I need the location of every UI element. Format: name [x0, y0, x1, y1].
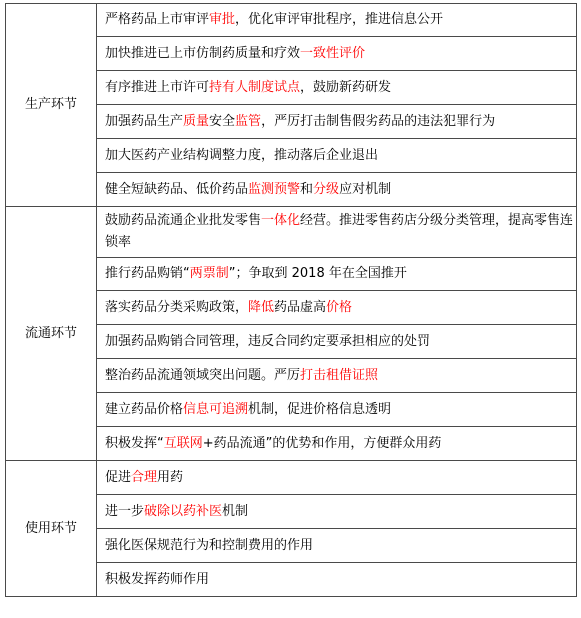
measure-cell — [97, 105, 577, 139]
highlighted-text: 互联网 — [163, 435, 203, 451]
highlighted-text: 监测预警 — [248, 181, 301, 197]
measure-text: 建立药品价格 — [105, 401, 184, 417]
measure-text: 推行药品购销“ — [105, 266, 190, 281]
measure-text: 鼓励药品流通企业批发零售 — [105, 213, 262, 228]
highlighted-text: 质量 — [183, 113, 210, 129]
highlighted-text: 价格 — [326, 299, 353, 315]
highlighted-text: 打击租借证照 — [300, 367, 379, 383]
table-row — [6, 4, 577, 37]
measure-text: ，优化审评审批程序，推进信息公开 — [235, 12, 444, 27]
measure-cell — [97, 563, 577, 597]
measure-text: 积极发挥“ — [105, 435, 164, 451]
measure-text: 有序推进上市许可 — [105, 79, 210, 95]
highlighted-text: 一体化 — [261, 213, 301, 228]
measure-text: 整治药品流通领域突出问题。严厉 — [105, 367, 301, 383]
measure-text: 积极发挥药师作用 — [105, 571, 210, 587]
measure-cell — [97, 71, 577, 105]
table-row — [6, 207, 577, 258]
highlighted-text: 审批 — [209, 12, 236, 27]
measure-cell — [97, 173, 577, 207]
measure-text: ，鼓励新药研发 — [300, 79, 392, 95]
measure-cell — [97, 393, 577, 427]
measure-text: 加快推进已上市仿制药质量和疗效 — [105, 45, 301, 61]
measure-text: 药品虚高 — [274, 299, 327, 315]
measure-text: 机制 — [222, 503, 249, 519]
measure-text: 经营。推进零售药店分级分类管理，提高零售连锁率 — [105, 213, 574, 250]
measure-text: 进一步 — [105, 503, 145, 519]
table-row — [6, 461, 577, 495]
policy-table — [5, 3, 577, 597]
measure-cell — [97, 207, 577, 258]
measure-text: ”；争取到 2018 年在全国推开 — [228, 266, 407, 281]
measure-cell — [97, 461, 577, 495]
measure-text: 健全短缺药品、低价药品 — [105, 181, 249, 197]
measure-cell — [97, 139, 577, 173]
measure-cell — [97, 258, 577, 291]
measure-cell — [97, 495, 577, 529]
measure-text: 落实药品分类采购政策， — [105, 299, 249, 315]
measure-cell — [97, 325, 577, 359]
measure-cell — [97, 4, 577, 37]
policy-table-body — [6, 4, 577, 597]
measure-text: 应对机制 — [339, 181, 392, 197]
measure-text: ，严厉打击制售假劣药品的违法犯罪行为 — [261, 113, 496, 129]
measure-cell — [97, 529, 577, 563]
measure-text: 加大医药产业结构调整力度，推动落后企业退出 — [105, 147, 379, 163]
measure-cell — [97, 291, 577, 325]
highlighted-text: 信息可追溯 — [183, 401, 249, 417]
highlighted-text: 分级 — [313, 181, 340, 197]
highlighted-text: 合理 — [131, 469, 158, 485]
stage-cell: 使用环节 — [6, 461, 97, 597]
stage-cell: 流通环节 — [6, 207, 97, 461]
measure-text: 加强药品购销合同管理，违反合同约定要承担相应的处罚 — [105, 333, 431, 349]
measure-text: 严格药品上市审评 — [105, 12, 210, 27]
measure-text: 加强药品生产 — [105, 113, 184, 129]
highlighted-text: 一致性评价 — [300, 45, 366, 61]
highlighted-text: 两票制 — [189, 266, 229, 281]
measure-text: 机制，促进价格信息透明 — [248, 401, 392, 417]
measure-text: 强化医保规范行为和控制费用的作用 — [105, 537, 314, 553]
highlighted-text: 监管 — [235, 113, 262, 129]
measure-cell — [97, 427, 577, 461]
highlighted-text: 持有人制度试点 — [209, 79, 301, 95]
measure-text: +药品流通”的优势和作用，方便群众用药 — [202, 435, 442, 451]
measure-text: 安全 — [209, 113, 236, 129]
measure-text: 和 — [300, 181, 314, 197]
highlighted-text: 降低 — [248, 299, 275, 315]
measure-cell — [97, 37, 577, 71]
measure-text: 用药 — [157, 469, 184, 485]
highlighted-text: 破除以药补医 — [144, 503, 223, 519]
stage-cell: 生产环节 — [6, 4, 97, 207]
measure-text: 促进 — [105, 469, 132, 485]
measure-cell — [97, 359, 577, 393]
